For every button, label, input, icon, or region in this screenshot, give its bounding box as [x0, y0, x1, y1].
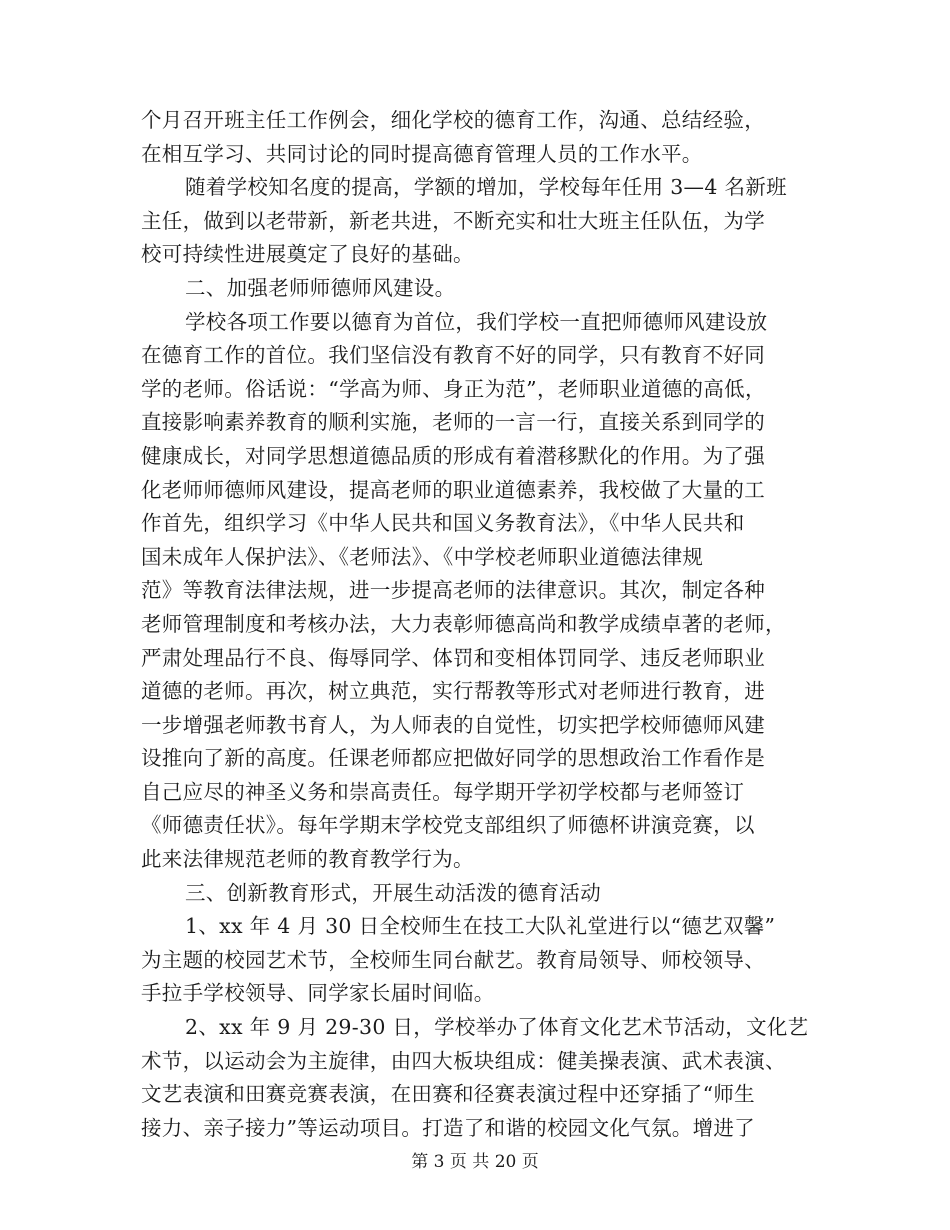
text-line: 在相互学习、共同讨论的同时提高德育管理人员的工作水平。 — [141, 141, 703, 166]
text-line: 学校各项工作要以德育为首位，我们学校一直把师德师风建设放 — [185, 309, 768, 334]
text-line: 此来法律规范老师的教育教学行为。 — [141, 847, 474, 872]
text-line: 术节，以运动会为主旋律，由四大板块组成：健美操表演、武术表演、 — [141, 1048, 786, 1073]
text-line: 接力、亲子接力”等运动项目。打造了和谐的校园文化气氛。增进了 — [141, 1115, 755, 1140]
text-line: 在德育工作的首位。我们坚信没有教育不好的同学，只有教育不好同 — [141, 343, 765, 368]
text-line: 校可持续性进展奠定了良好的基础。 — [141, 242, 474, 267]
text-line: 国未成年人保护法》、《老师法》、《中学校老师职业道德法律规 — [141, 544, 704, 569]
text-line: 手拉手学校领导、同学家长届时间临。 — [141, 981, 495, 1006]
text-line: 《师德责任状》。每年学期末学校党支部组织了师德杯讲演竞赛，以 — [141, 813, 755, 838]
text-line: 作首先，组织学习《中华人民共和国义务教育法》，《中华人民共和 — [141, 511, 745, 536]
text-line: 文艺表演和田赛竞赛表演，在田赛和径赛表演过程中还穿插了“师生 — [141, 1082, 755, 1107]
text-line: 严肃处理品行不良、侮辱同学、体罚和变相体罚同学、违反老师职业 — [141, 645, 765, 670]
text-line: 道德的老师。再次，树立典范，实行帮教等形式对老师进行教育，进 — [141, 679, 765, 704]
text-line: 一步增强老师教书育人，为人师表的自觉性，切实把学校师德师风建 — [141, 712, 765, 737]
page-number-footer: 第 3 页 共 20 页 — [411, 1152, 539, 1172]
text-line: 范》等教育法律法规，进一步提高老师的法律意识。其次，制定各种 — [141, 578, 765, 603]
text-line: 三、创新教育形式，开展生动活泼的德育活动 — [185, 880, 601, 905]
text-line: 为主题的校园艺术节，全校师生同台献艺。教育局领导、师校领导、 — [141, 947, 765, 972]
text-line: 主任，做到以老带新，新老共进，不断充实和壮大班主任队伍，为学 — [141, 208, 765, 233]
text-line: 化老师师德师风建设，提高老师的职业道德素养，我校做了大量的工 — [141, 477, 765, 502]
text-line: 随着学校知名度的提高，学额的增加，学校每年任用 3—4 名新班 — [185, 175, 787, 200]
document-body — [141, 104, 809, 1145]
text-line: 自己应尽的神圣义务和崇高责任。每学期开学初学校都与老师签订 — [141, 779, 745, 804]
text-line: 二、加强老师师德师风建设。 — [185, 275, 456, 300]
text-line: 老师管理制度和考核办法，大力表彰师德高尚和教学成绩卓著的老师， — [141, 611, 786, 636]
text-line: 健康成长，对同学思想道德品质的形成有着潜移默化的作用。为了强 — [141, 443, 765, 468]
text-line: 个月召开班主任工作例会，细化学校的德育工作，沟通、总结经验， — [141, 108, 765, 132]
text-line: 设推向了新的高度。任课老师都应把做好同学的思想政治工作看作是 — [141, 746, 765, 771]
text-line: 直接影响素养教育的顺利实施，老师的一言一行，直接关系到同学的 — [141, 410, 765, 435]
text-line: 学的老师。俗话说：“学高为师、身正为范”，老师职业道德的高低， — [141, 376, 766, 401]
text-line: 1、xx 年 4 月 30 日全校师生在技工大队礼堂进行以“德艺双馨” — [185, 914, 776, 939]
text-line: 2、xx 年 9 月 29-30 日，学校举办了体育文化艺术节活动，文化艺 — [185, 1015, 809, 1040]
